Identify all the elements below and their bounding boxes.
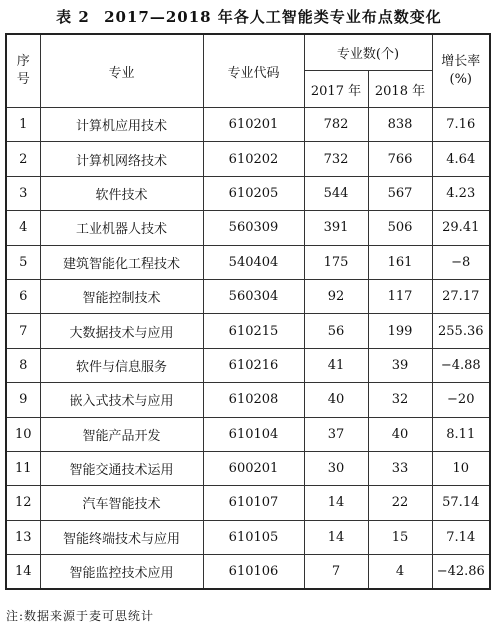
cell-major-name: 建筑智能化工程技术 (40, 245, 203, 279)
cell-count-2017: 782 (304, 108, 368, 142)
cell-count-2018: 161 (368, 245, 432, 279)
cell-seq: 3 (6, 176, 40, 210)
table-row (6, 520, 490, 554)
cell-count-2017: 544 (304, 176, 368, 210)
cell-seq: 14 (6, 555, 40, 590)
cell-count-2018: 766 (368, 142, 432, 176)
cell-major-name: 计算机应用技术 (40, 108, 203, 142)
table-row (6, 245, 490, 279)
footnote: 注:数据来源于麦可思统计 (6, 609, 155, 623)
table-row (6, 348, 490, 382)
cell-seq: 11 (6, 451, 40, 485)
cell-seq: 4 (6, 211, 40, 245)
cell-major-name: 软件技术 (40, 176, 203, 210)
table-row (6, 314, 490, 348)
header-year-2018: 2018 年 (368, 71, 432, 108)
cell-count-2017: 41 (304, 348, 368, 382)
cell-seq: 8 (6, 348, 40, 382)
cell-growth-rate: 255.36 (432, 314, 490, 348)
cell-major-name: 计算机网络技术 (40, 142, 203, 176)
cell-major-name: 嵌入式技术与应用 (40, 383, 203, 417)
header-code: 专业代码 (203, 34, 304, 108)
cell-growth-rate: −8 (432, 245, 490, 279)
table-row (6, 211, 490, 245)
table-row (6, 417, 490, 451)
cell-major-name: 软件与信息服务 (40, 348, 203, 382)
cell-seq: 10 (6, 417, 40, 451)
cell-count-2018: 39 (368, 348, 432, 382)
cell-count-2018: 199 (368, 314, 432, 348)
cell-count-2017: 56 (304, 314, 368, 348)
cell-major-code: 610106 (203, 555, 304, 590)
cell-major-code: 610201 (203, 108, 304, 142)
table-row (6, 142, 490, 176)
cell-growth-rate: 7.14 (432, 520, 490, 554)
cell-seq: 6 (6, 279, 40, 313)
cell-count-2017: 40 (304, 383, 368, 417)
cell-seq: 9 (6, 383, 40, 417)
table-row (6, 486, 490, 520)
cell-seq: 13 (6, 520, 40, 554)
data-table (5, 33, 491, 590)
cell-count-2017: 7 (304, 555, 368, 590)
header-seq: 序 号 (6, 34, 40, 108)
cell-major-name: 智能产品开发 (40, 417, 203, 451)
cell-major-name: 智能终端技术与应用 (40, 520, 203, 554)
cell-count-2018: 117 (368, 279, 432, 313)
cell-growth-rate: −4.88 (432, 348, 490, 382)
table-row (6, 451, 490, 485)
table-row (6, 108, 490, 142)
table-body (6, 108, 490, 590)
cell-major-name: 工业机器人技术 (40, 211, 203, 245)
cell-major-code: 560309 (203, 211, 304, 245)
cell-growth-rate: −42.86 (432, 555, 490, 590)
header-name: 专业 (40, 34, 203, 108)
table-title: 2017—2018 年各人工智能类专业布点数变化 (104, 8, 442, 26)
cell-major-name: 智能控制技术 (40, 279, 203, 313)
cell-count-2017: 14 (304, 520, 368, 554)
cell-major-code: 610216 (203, 348, 304, 382)
cell-major-code: 540404 (203, 245, 304, 279)
cell-growth-rate: 10 (432, 451, 490, 485)
table-row (6, 383, 490, 417)
header-rate: 增长率 (%) (432, 34, 490, 108)
header-row (6, 34, 490, 71)
cell-count-2017: 30 (304, 451, 368, 485)
cell-count-2018: 33 (368, 451, 432, 485)
cell-seq: 12 (6, 486, 40, 520)
cell-count-2017: 37 (304, 417, 368, 451)
cell-major-code: 610105 (203, 520, 304, 554)
cell-count-2017: 14 (304, 486, 368, 520)
cell-count-2018: 567 (368, 176, 432, 210)
cell-major-code: 610104 (203, 417, 304, 451)
cell-count-2017: 175 (304, 245, 368, 279)
cell-major-code: 610205 (203, 176, 304, 210)
cell-major-name: 智能交通技术运用 (40, 451, 203, 485)
cell-growth-rate: 57.14 (432, 486, 490, 520)
cell-seq: 2 (6, 142, 40, 176)
cell-major-code: 600201 (203, 451, 304, 485)
cell-major-name: 汽车智能技术 (40, 486, 203, 520)
cell-count-2017: 92 (304, 279, 368, 313)
cell-growth-rate: 4.64 (432, 142, 490, 176)
cell-seq: 5 (6, 245, 40, 279)
cell-major-code: 610208 (203, 383, 304, 417)
header-count-group: 专业数(个) (304, 34, 432, 71)
table-row (6, 176, 490, 210)
cell-growth-rate: −20 (432, 383, 490, 417)
table-row (6, 555, 490, 590)
cell-count-2018: 32 (368, 383, 432, 417)
table-row (6, 279, 490, 313)
cell-count-2018: 15 (368, 520, 432, 554)
cell-count-2017: 391 (304, 211, 368, 245)
cell-major-code: 560304 (203, 279, 304, 313)
cell-seq: 1 (6, 108, 40, 142)
cell-count-2018: 4 (368, 555, 432, 590)
cell-growth-rate: 27.17 (432, 279, 490, 313)
cell-count-2018: 40 (368, 417, 432, 451)
cell-count-2018: 506 (368, 211, 432, 245)
cell-major-code: 610107 (203, 486, 304, 520)
cell-major-name: 智能监控技术应用 (40, 555, 203, 590)
cell-count-2018: 22 (368, 486, 432, 520)
cell-major-name: 大数据技术与应用 (40, 314, 203, 348)
table-number: 表 2 (56, 8, 90, 26)
cell-count-2017: 732 (304, 142, 368, 176)
cell-growth-rate: 8.11 (432, 417, 490, 451)
header-year-2017: 2017 年 (304, 71, 368, 108)
cell-count-2018: 838 (368, 108, 432, 142)
cell-major-code: 610202 (203, 142, 304, 176)
table-caption (0, 6, 496, 27)
cell-growth-rate: 4.23 (432, 176, 490, 210)
cell-major-code: 610215 (203, 314, 304, 348)
cell-seq: 7 (6, 314, 40, 348)
cell-growth-rate: 7.16 (432, 108, 490, 142)
cell-growth-rate: 29.41 (432, 211, 490, 245)
